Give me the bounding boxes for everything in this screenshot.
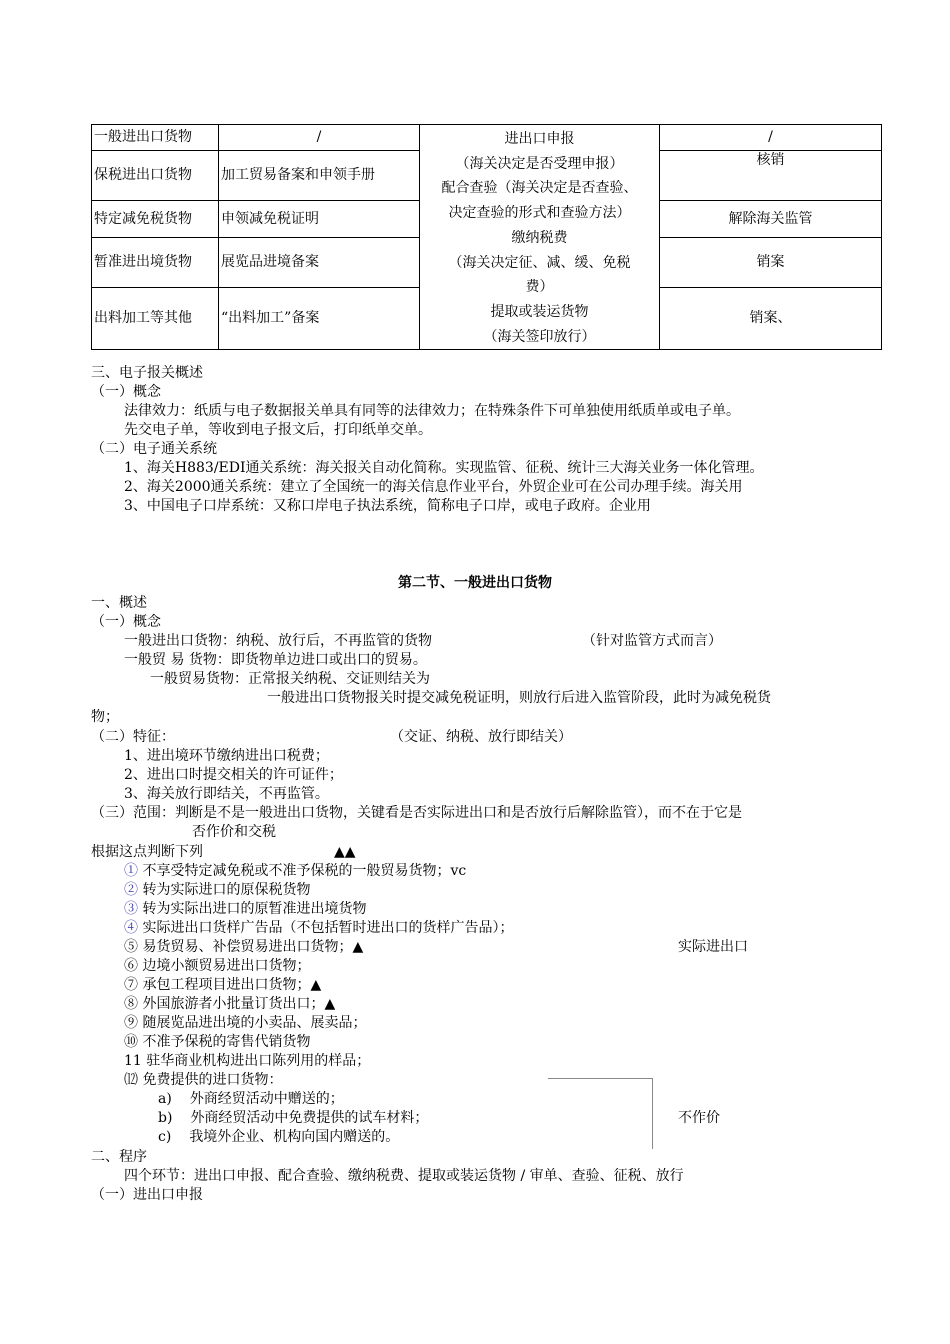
sub-item-text: 外商经贸活动中赠送的；	[189, 1091, 344, 1107]
paragraph-line: 一般进出口货物：纳税、放行后，不再监管的货物	[124, 633, 432, 649]
clearance-line: 配合查验（海关决定是否查验、	[441, 180, 638, 197]
item-text: 实际进出口货样广告品（不包括暂时进出口的货样广告品）；	[142, 920, 514, 936]
cell-pre-stage: 申领减免税证明	[219, 201, 420, 238]
procedure-table	[91, 124, 882, 350]
cell-goods-type: 一般进出口货物	[92, 125, 219, 151]
item-text: 转为实际进口的原保税货物	[142, 882, 311, 898]
list-item	[124, 1052, 370, 1071]
sub-item-number: c)	[158, 1129, 172, 1145]
table-row	[92, 125, 882, 151]
paragraph-line: （三）范围：判断是不是一般进出口货物，关键看是否实际进出口和是否放行后解除监管），而不在于它是	[91, 805, 742, 821]
list-item	[124, 957, 310, 976]
item-number: ①	[124, 863, 138, 879]
note-text: （针对监管方式而言）	[582, 633, 722, 649]
cell-post-stage: 核销	[660, 151, 882, 201]
list-item	[124, 900, 366, 919]
paragraph-line: 2、海关2000通关系统：建立了全国统一的海关信息作业平台，外贸企业可在公司办理手续。海关用	[124, 479, 743, 495]
part-heading: 一、概述	[91, 595, 147, 611]
cell-goods-type: 特定减免税货物	[92, 201, 219, 238]
list-item	[124, 1033, 310, 1052]
paragraph-line: 3、中国电子口岸系统：又称口岸电子执法系统，简称电子口岸，或电子政府。企业用	[124, 498, 651, 514]
item-text: 不准予保税的寄售代销货物	[142, 1034, 311, 1050]
cell-post-stage: 销案、	[660, 288, 882, 350]
item-text: 易货贸易、补偿贸易进出口货物；▲	[142, 939, 364, 955]
item-number: ⑨	[124, 1015, 138, 1031]
side-label: 不作价	[678, 1110, 720, 1126]
list-item: 1、进出境环节缴纳进出口税费；	[124, 748, 329, 764]
sub-item-number: b)	[158, 1110, 173, 1126]
item-number: ②	[124, 882, 138, 898]
list-item: 3、海关放行即结关，不再监管。	[124, 786, 329, 802]
clearance-line: 提取或装运货物	[490, 303, 589, 320]
clearance-line: 费）	[525, 279, 554, 296]
part-heading: 二、程序	[91, 1149, 147, 1165]
item-text: 边境小额贸易进出口货物；	[142, 958, 311, 974]
side-label: 实际进出口	[678, 939, 748, 955]
sub-list-item	[158, 1090, 344, 1109]
cell-post-stage: 销案	[660, 238, 882, 288]
item-number: ④	[124, 920, 138, 936]
item-text: 不享受特定减免税或不准予保税的一般贸易货物；vc	[142, 863, 467, 879]
list-item	[124, 862, 466, 881]
paragraph-line: 一般贸 易 货物：即货物单边进口或出口的贸易。	[124, 652, 427, 668]
paragraph-line: 否作价和交税	[192, 824, 276, 840]
paragraph-line: 法律效力：纸质与电子数据报关单具有同等的法律效力；在特殊条件下可单独使用纸质单或电子单。	[124, 403, 740, 419]
cell-goods-type: 出料加工等其他	[92, 288, 219, 350]
item-text: 随展览品进出境的小卖品、展卖品；	[142, 1015, 367, 1031]
item-number: ⑿	[124, 1072, 138, 1088]
cell-pre-stage: 加工贸易备案和申领手册	[219, 151, 420, 201]
item-number: ⑩	[124, 1034, 138, 1050]
clearance-line: 缴纳税费	[511, 229, 568, 246]
subsection-heading: （一）概念	[91, 384, 161, 400]
cell-clearance-stage	[420, 125, 660, 350]
item-text: 外国旅游者小批量订货出口；▲	[142, 996, 336, 1012]
sub-item-number: a)	[158, 1091, 172, 1107]
cell-goods-type: 保税进出口货物	[92, 151, 219, 201]
paragraph-line: 四个环节：进出口申报、配合查验、缴纳税费、提取或装运货物 / 审单、查验、征税、放行	[124, 1168, 684, 1184]
sub-item-text: 外商经贸活动中免费提供的试车材料；	[190, 1110, 429, 1126]
clearance-line: （海关决定是否受理申报）	[455, 155, 624, 172]
triangle-marks: ▲▲	[334, 844, 356, 860]
list-item	[124, 1071, 282, 1090]
subsection-heading: （二）特征：	[91, 729, 175, 745]
subsection-heading: （一）概念	[91, 614, 161, 630]
note-text: （交证、纳税、放行即结关）	[390, 729, 572, 745]
item-text: 免费提供的进口货物：	[142, 1072, 283, 1088]
list-item	[124, 938, 363, 957]
item-number: ③	[124, 901, 138, 917]
cell-post-stage: 解除海关监管	[660, 201, 882, 238]
paragraph-line: 先交电子单，等收到电子报文后，打印纸单交单。	[124, 422, 432, 438]
clearance-line: （海关签印放行）	[483, 328, 596, 345]
list-item	[124, 995, 335, 1014]
list-item	[124, 919, 513, 938]
paragraph-line: 根据这点判断下列	[91, 844, 203, 860]
section-heading: 三、电子报关概述	[91, 365, 203, 381]
paragraph-line: 物；	[91, 709, 119, 725]
cell-pre-stage: 展览品进境备案	[219, 238, 420, 288]
list-item	[124, 1014, 366, 1033]
item-number: ⑤	[124, 939, 138, 955]
item-number: ⑥	[124, 958, 138, 974]
sub-item-text: 我境外企业、机构向国内赠送的。	[189, 1129, 400, 1145]
item-number: 11	[124, 1053, 142, 1069]
item-number: ⑦	[124, 977, 138, 993]
clearance-line: 决定查验的形式和查验方法）	[448, 205, 631, 222]
list-item	[124, 881, 310, 900]
item-text: 驻华商业机构进出口陈列用的样品；	[146, 1053, 371, 1069]
bracket-line	[548, 1078, 653, 1149]
cell-goods-type: 暂准进出境货物	[92, 238, 219, 288]
clearance-line: 进出口申报	[504, 131, 575, 147]
item-number: ⑧	[124, 996, 138, 1012]
sub-list-item	[158, 1109, 428, 1128]
paragraph-line: 一般进出口货物报关时提交减免税证明，则放行后进入监管阶段，此时为减免税货	[267, 690, 771, 706]
cell-post-stage: /	[660, 125, 882, 151]
sub-list-item	[158, 1128, 399, 1147]
clearance-line: （海关决定征、减、缓、免税	[448, 254, 631, 271]
subsection-heading: （二）电子通关系统	[91, 441, 217, 457]
cell-pre-stage: “出料加工”备案	[219, 288, 420, 350]
item-text: 承包工程项目进出口货物；▲	[142, 977, 322, 993]
cell-pre-stage: /	[219, 125, 420, 151]
paragraph-line: 1、海关H883/EDI通关系统：海关报关自动化简称。实现监管、征税、统计三大海关业务一体化管理。	[124, 460, 764, 476]
list-item	[124, 976, 321, 995]
item-text: 转为实际出进口的原暂准进出境货物	[142, 901, 367, 917]
chapter-section-title: 第二节、一般进出口货物	[398, 575, 552, 591]
paragraph-line: 一般贸易货物：正常报关纳税、交证则结关为	[150, 671, 430, 687]
list-item: 2、进出口时提交相关的许可证件；	[124, 767, 343, 783]
subsection-heading: （一）进出口申报	[91, 1187, 203, 1203]
